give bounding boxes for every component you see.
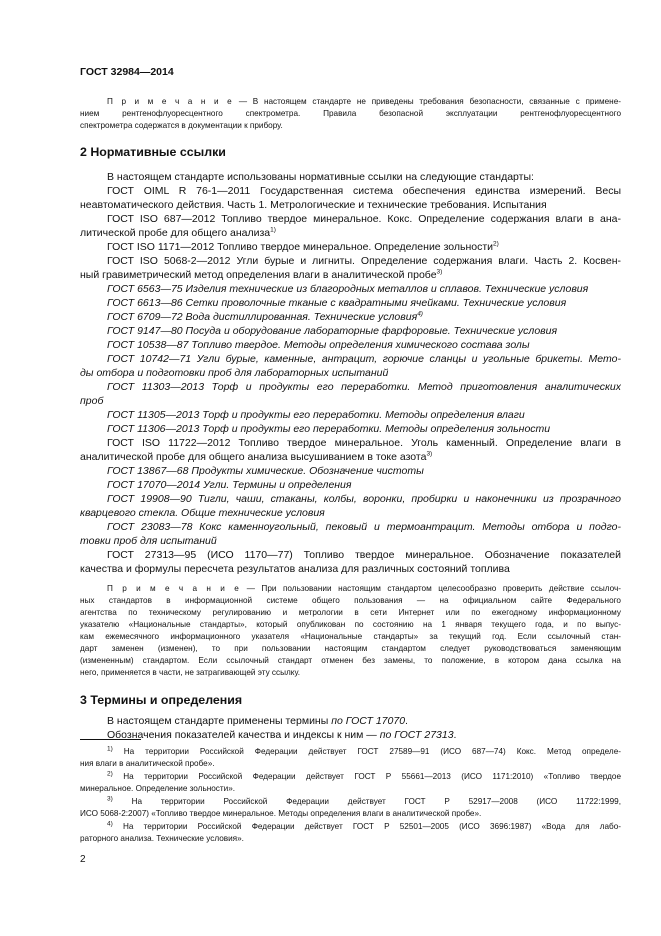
footnote-mark: 3) xyxy=(107,796,113,803)
reference-item: ГОСТ 11303—2013 Торф и продукты его переработки. Метод приготовления аналитических xyxy=(107,381,621,393)
reference-item: ГОСТ 6709—72 Вода дистиллированная. Технические условия$^{4)}$ xyxy=(107,310,423,323)
footnote-ref[interactable]: 2) xyxy=(493,240,499,248)
footnote-mark: 1) xyxy=(107,746,113,753)
page-number: 2 xyxy=(80,854,86,865)
note-label: П р и м е ч а н и е xyxy=(107,97,234,106)
reference-item: ГОСТ 13867—68 Продукты химические. Обозначение чистоты xyxy=(107,465,424,477)
reference-item: ГОСТ 10742—71 Угли бурые, каменные, антрацит, горючие сланцы и угольные брикеты. Мето- xyxy=(107,353,621,365)
footnote-ref[interactable]: 3) xyxy=(426,450,433,458)
reference-item: ГОСТ ISO 1171—2012 Топливо твердое минеральное. Определение зольности$^{2)}$ xyxy=(107,240,499,253)
reference-item: ГОСТ 17070—2014 Угли. Термины и определения xyxy=(107,479,352,491)
reference-item: ГОСТ 6613—86 Сетки проволочные тканые с квадратными ячейками. Технические условия xyxy=(107,297,567,309)
terms-paragraph: В настоящем стандарте применены термины по ГОСТ 17070. xyxy=(107,715,408,727)
footnote-mark: 2) xyxy=(107,771,113,778)
reference-item: ГОСТ OIML R 76-1—2011 Государственная система обеспечения единства измерений. Весы xyxy=(107,185,621,197)
footnote: $^{4)}$ На территории Российской Федерации действует ГОСТ Р 52501—2005 (ИСО 3696:1987) «Вода для лабо- xyxy=(107,821,621,831)
doc-id: ГОСТ 32984—2014 xyxy=(80,66,174,78)
reference-item: ГОСТ ISO 687—2012 Топливо твердое минеральное. Кокс. Определение содержания влаги в ана- xyxy=(107,213,621,225)
reference-item: ГОСТ 27313—95 (ИСО 1170—77) Топливо твердое минеральное. Обозначение показателей xyxy=(107,549,621,561)
reference-item: ГОСТ 6563—75 Изделия технические из благородных металлов и сплавов. Технические условия xyxy=(107,283,589,295)
footnote: $^{1)}$ На территории Российской Федерации действует ГОСТ 27589—91 (ИСО 687—74) Кокс. Метод определе- xyxy=(107,746,621,756)
reference-item: ГОСТ ISO 5068-2—2012 Угли бурые и лигниты. Определение содержания влаги. Часть 2. Косвен- xyxy=(107,255,621,267)
footnote-separator xyxy=(80,739,141,740)
reference-item: ГОСТ 9147—80 Посуда и оборудование лабораторные фарфоровые. Технические условия xyxy=(107,325,558,337)
reference-item: ГОСТ 10538—87 Топливо твердое. Методы определения химического состава золы xyxy=(107,339,530,351)
reference-item: ГОСТ 11305—2013 Торф и продукты его переработки. Методы определения влаги xyxy=(107,409,525,421)
footnote-ref[interactable]: 3) xyxy=(436,268,443,276)
terms-reference: по ГОСТ 17070 xyxy=(331,715,406,727)
reference-item: ГОСТ 11306—2013 Торф и продукты его переработки. Методы определения зольности xyxy=(107,423,551,435)
footnote: $^{2)}$ На территории Российской Федерации действует ГОСТ Р 55661—2013 (ИСО 1171:2010) «Топливо твердое xyxy=(107,771,621,781)
symbols-reference: по ГОСТ 27313 xyxy=(379,729,454,741)
section-heading-normative-refs: 2 Нормативные ссылки xyxy=(80,145,226,159)
reference-item: ГОСТ 19908—90 Тигли, чаши, стаканы, колбы, воронки, пробирки и наконечники из прозрачного xyxy=(107,493,621,505)
reference-item: ГОСТ ISO 11722—2012 Топливо твердое минеральное. Уголь каменный. Определение влаги в xyxy=(107,437,621,449)
section-heading-terms: 3 Термины и определения xyxy=(80,693,243,707)
footnote-mark: 4) xyxy=(107,821,113,828)
section-intro: В настоящем стандарте использованы нормативные ссылки на следующие стандарты: xyxy=(107,171,534,183)
reference-item: ГОСТ 23083—78 Кокс каменноугольный, пековый и термоантрацит. Методы отбора и подго- xyxy=(107,521,621,533)
footnote: $^{3)}$ На территории Российской Федерации действует ГОСТ Р 52917—2008 (ИСО 11722:1999, xyxy=(107,796,621,806)
symbols-paragraph: Обозначения показателей качества и индексы к ним — по ГОСТ 27313. xyxy=(107,729,457,741)
note-label: П р и м е ч а н и е xyxy=(107,584,241,593)
document-header xyxy=(80,65,621,79)
footnote-ref[interactable]: 1) xyxy=(270,226,276,234)
document-page: ГОСТ 32984—2014 П р и м е ч а н и е — В настоящем стандарте не приведены требования безопасности, связанные с примене- нием рентгенофлуоресцентного спектрометра. Правила безопасной эксплуатации рентгенофлуоресцентного спектрометра содержатся в документации к прибору. 2 Нормативные ссылки В настоящем стандарте использованы нормативные ссылки на следующие стандарты: ГОСТ OIML R 76-1—2011 Государственная система обеспечения единства измерений. Весы неавтоматического действия. Часть 1. Метрологические и технические требования. Испытания ГОСТ ISO 687—2012 Топливо твердое минеральное. Кокс. Определение содержания влаги в ана- литической пробе для общего анализа$^{1)}$ ГОСТ ISO 1171—2012 Топливо твердое минеральное. Определение зольности$^{2)}$ ГОСТ ISO 5068-2—2012 Угли бурые и лигниты. Определение содержания влаги. Часть 2. Косвен- ный гравиметрический метод определения влаги в аналитической пробе$^{3)}$ ГОСТ 6563—75 Изделия технические из благородных металлов и сплавов. Технические условия ГОСТ 6613—86 Сетки проволочные тканые с квадратными ячейками. Технические условия ГОСТ 6709—72 Вода дистиллированная. Технические условия$^{4)}$ ГОСТ 9147—80 Посуда и оборудование лабораторные фарфоровые. Технические условия ГОСТ 10538—87 Топливо твердое. Методы определения химического состава золы ГОСТ 10742—71 Угли бурые, каменные, антрацит, горючие сланцы и угольные брикеты. Мето- ды отбора и подготовки проб для лабораторных испытаний ГОСТ 11303—2013 Торф и продукты его переработки. Метод приготовления аналитических проб ГОСТ 11305—2013 Торф и продукты его переработки. Методы определения влаги ГОСТ 11306—2013 Торф и продукты его переработки. Методы определения зольности ГОСТ ISO 11722—2012 Топливо твердое минеральное. Уголь каменный. Определение влаги в аналитической пробе для общего анализа высушиванием в токе азота$^{3)}$ ГОСТ 13867—68 Продукты химические. Обозначение чистоты ГОСТ 17070—2014 Угли. Термины и определения ГОСТ 19908—90 Тигли, чаши, стаканы, колбы, воронки, пробирки и наконечники из прозрачного кварцевого стекла. Общие технические условия ГОСТ 23083—78 Кокс каменноугольный, пековый и термоантрацит. Методы отбора и подго- товки проб для испытаний ГОСТ 27313—95 (ИСО 1170—77) Топливо твердое минеральное. Обозначение показателей качества и формулы пересчета результатов анализа для различных состояний топлива П р и м е ч а н и е — При пользовании настоящим стандартом целесообразно проверить действие ссылоч- ных стандартов в информационной системе общего пользования — на официальном сайте Федерального агентства по техническому регулированию и метрологии в сети Интернет или по ежегодному информационному указателю «Национальные стандарты», который опубликован по состоянию на 1 января текущего года, и по выпус- кам ежемесячного информационного указателя «Национальные стандарты» за текущий год. Если ссылочный стан- дарт заменен (изменен), то при пользовании настоящим стандартом следует руководствоваться заменяющим (измененным) стандартом. Если ссылочный стандарт отменен без замены, то положение, в котором дана ссылка на него, применяется в части, не затрагивающей эту ссылку. 3 Термины и определения В настоящем стандарте применены термины по ГОСТ 17070. Обозначения показателей качества и индексы к ним — по ГОСТ 27313. $^{1)}$ На территории Российской Федерации действует ГОСТ 27589—91 (ИСО 687—74) Кокс. Метод определе- ния влаги в аналитической пробе». $^{2)}$ На территории Российской Федерации действует ГОСТ Р 55661—2013 (ИСО 1171:2010) «Топливо твердое минеральное. Определение зольности». $^{3)}$ На территории Российской Федерации действует ГОСТ Р 52917—2008 (ИСО 11722:1999, ИСО 5068-2:2007) «Топливо твердое минеральное. Методы определения влаги в аналитической пробе». $^{4)}$ На территории Российской Федерации действует ГОСТ Р 52501—2005 (ИСО 3696:1987) «Вода для лабо- раторного анализа. Технические условия». 2 xyxy=(80,66,621,865)
footnote-ref[interactable]: 4) xyxy=(417,310,423,318)
